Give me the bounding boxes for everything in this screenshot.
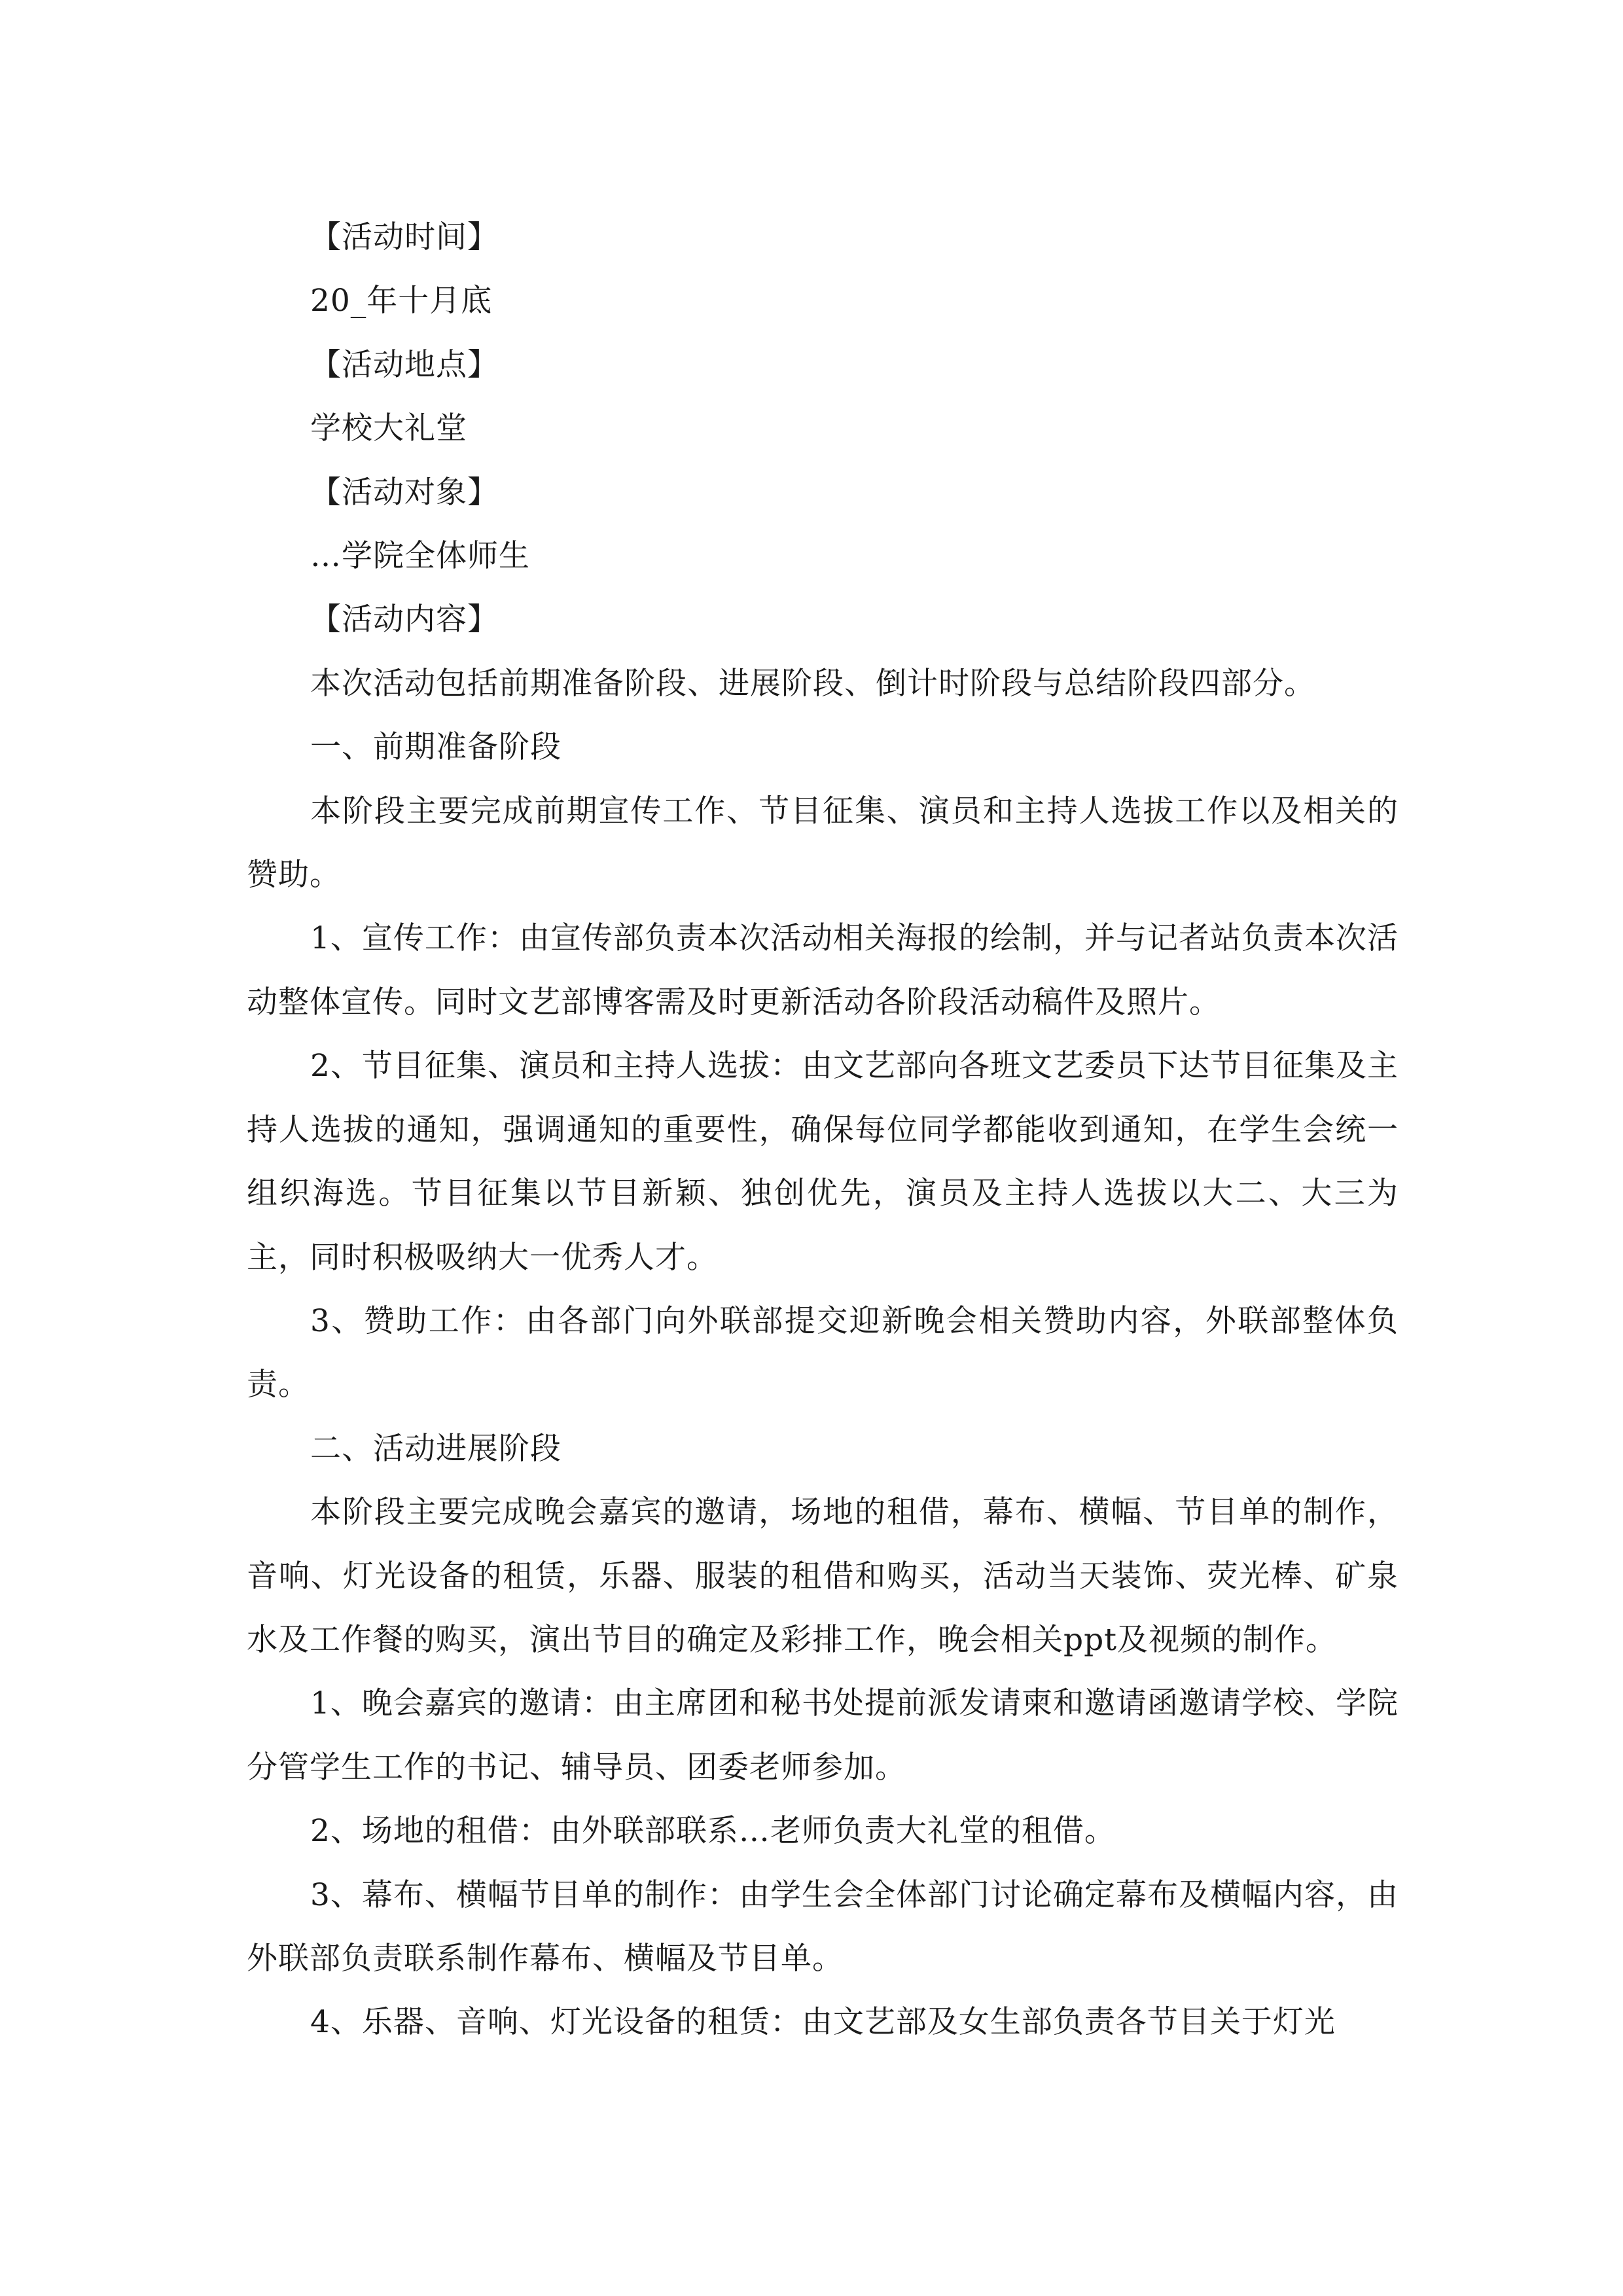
section-heading-progress: 二、活动进展阶段 [310,1430,562,1467]
activity-audience-value: …学院全体师生 [310,538,530,575]
document-body [247,206,1399,2054]
heading-activity-location: 【活动地点】 [310,346,499,383]
heading-activity-content: 【活动内容】 [310,601,499,638]
paragraph-publicity: 1、宣传工作：由宣传部负责本次活动相关海报的绘制，并与记者站负责本次活动整体宣传。同时文艺部博客需及时更新活动各阶段活动稿件及照片。 [247,920,1399,1020]
heading-activity-audience: 【活动对象】 [310,474,499,511]
paragraph-guest-invitation: 1、晚会嘉宾的邀请：由主席团和秘书处提前派发请柬和邀请函邀请学校、学院分管学生工作的书记、辅导员、团委老师参加。 [247,1685,1399,1785]
paragraph-banner-production: 3、幕布、横幅节目单的制作：由学生会全体部门讨论确定幕布及横幅内容，由外联部负责联系制作幕布、横幅及节目单。 [247,1876,1399,1977]
paragraph-progress-overview: 本阶段主要完成晚会嘉宾的邀请，场地的租借，幕布、横幅、节目单的制作，音响、灯光设备的租赁，乐器、服装的租借和购买，活动当天装饰、荧光棒、矿泉水及工作餐的购买，演出节目的确定及彩排工作，晚会相关ppt及视频的制作。 [247,1494,1399,1658]
paragraph-preparation-overview: 本阶段主要完成前期宣传工作、节目征集、演员和主持人选拔工作以及相关的赞助。 [247,793,1399,893]
paragraph-venue-rental: 2、场地的租借：由外联部联系…老师负责大礼堂的租借。 [310,1813,1116,1850]
paragraph-sponsorship: 3、赞助工作：由各部门向外联部提交迎新晚会相关赞助内容，外联部整体负责。 [247,1302,1399,1403]
section-heading-preparation: 一、前期准备阶段 [310,729,562,766]
paragraph-program-selection: 2、节目征集、演员和主持人选拔：由文艺部向各班文艺委员下达节目征集及主持人选拔的通知，强调通知的重要性，确保每位同学都能收到通知，在学生会统一组织海选。节目征集以节目新颖、独创优先，演员及主持人选拔以大二、大三为主，同时积极吸纳大一优秀人才。 [247,1048,1399,1276]
activity-content-summary: 本次活动包括前期准备阶段、进展阶段、倒计时阶段与总结阶段四部分。 [310,665,1315,702]
heading-activity-time: 【活动时间】 [310,219,499,255]
paragraph-equipment-rental: 4、乐器、音响、灯光设备的租赁：由文艺部及女生部负责各节目关于灯光 [310,2004,1336,2041]
activity-time-value: 20_年十月底 [310,283,493,319]
activity-location-value: 学校大礼堂 [310,410,467,447]
